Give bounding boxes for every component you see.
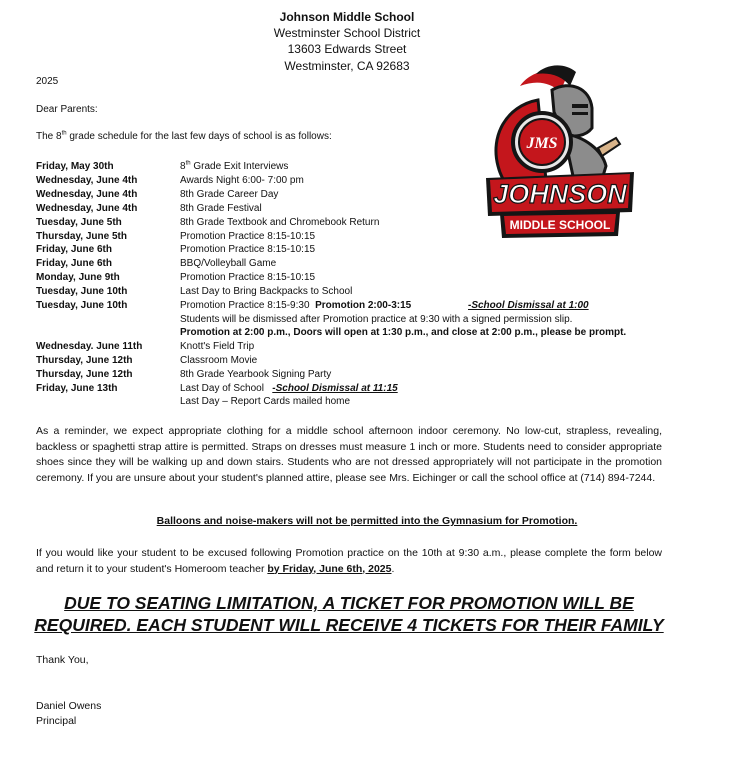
city-address: Westminster, CA 92683 (284, 59, 410, 73)
ticket-notice-line1: DUE TO SEATING LIMITATION, A TICKET FOR PROMOTION WILL BE (64, 593, 634, 613)
ticket-notice-line2: REQUIRED. EACH STUDENT WILL RECEIVE 4 TICKETS FOR THEIR FAMILY (34, 615, 664, 635)
signer-name: Daniel Owens (36, 700, 102, 712)
schedule-intro: The 8th grade schedule for the last few days of school is as follows: (36, 130, 332, 142)
logo-initials: JMS (526, 135, 558, 152)
logo-subtitle: MIDDLE SCHOOL (509, 218, 611, 232)
attire-reminder: As a reminder, we expect appropriate clothing for a middle school afternoon indoor ceremony. No low-cut, strapless, revealing, backless or spaghetti strap attire is permitted. Straps on dresses must measure 1 inch or more. Students need to consider appropriate shoes since they will be walking up and down stairs. Students who are not dressed appropriately will not participate in the promotion ceremony. If you are unsure about your student's planned attire, please see Mrs. Eichinger or call the school office at (714) 894-7244. (36, 425, 662, 484)
letter-year: 2025 (36, 76, 59, 87)
signer-title: Principal (36, 715, 77, 727)
greeting: Dear Parents: (36, 104, 98, 115)
school-logo (480, 62, 640, 242)
school-name: Johnson Middle School (279, 10, 415, 24)
balloons-notice: Balloons and noise-makers will not be permitted into the Gymnasium for Promotion. (156, 515, 578, 527)
closing: Thank You, (36, 654, 89, 666)
street-address: 13603 Edwards Street (287, 42, 407, 56)
excuse-paragraph: If you would like your student to be excused following Promotion practice on the 10th at 9:30 a.m., please complete the form below and return it to your student's Homeroom teacher by Friday, June 6th, 2025. (36, 547, 662, 575)
logo-name: JOHNSON (493, 179, 627, 209)
district-name: Westminster School District (273, 26, 421, 40)
